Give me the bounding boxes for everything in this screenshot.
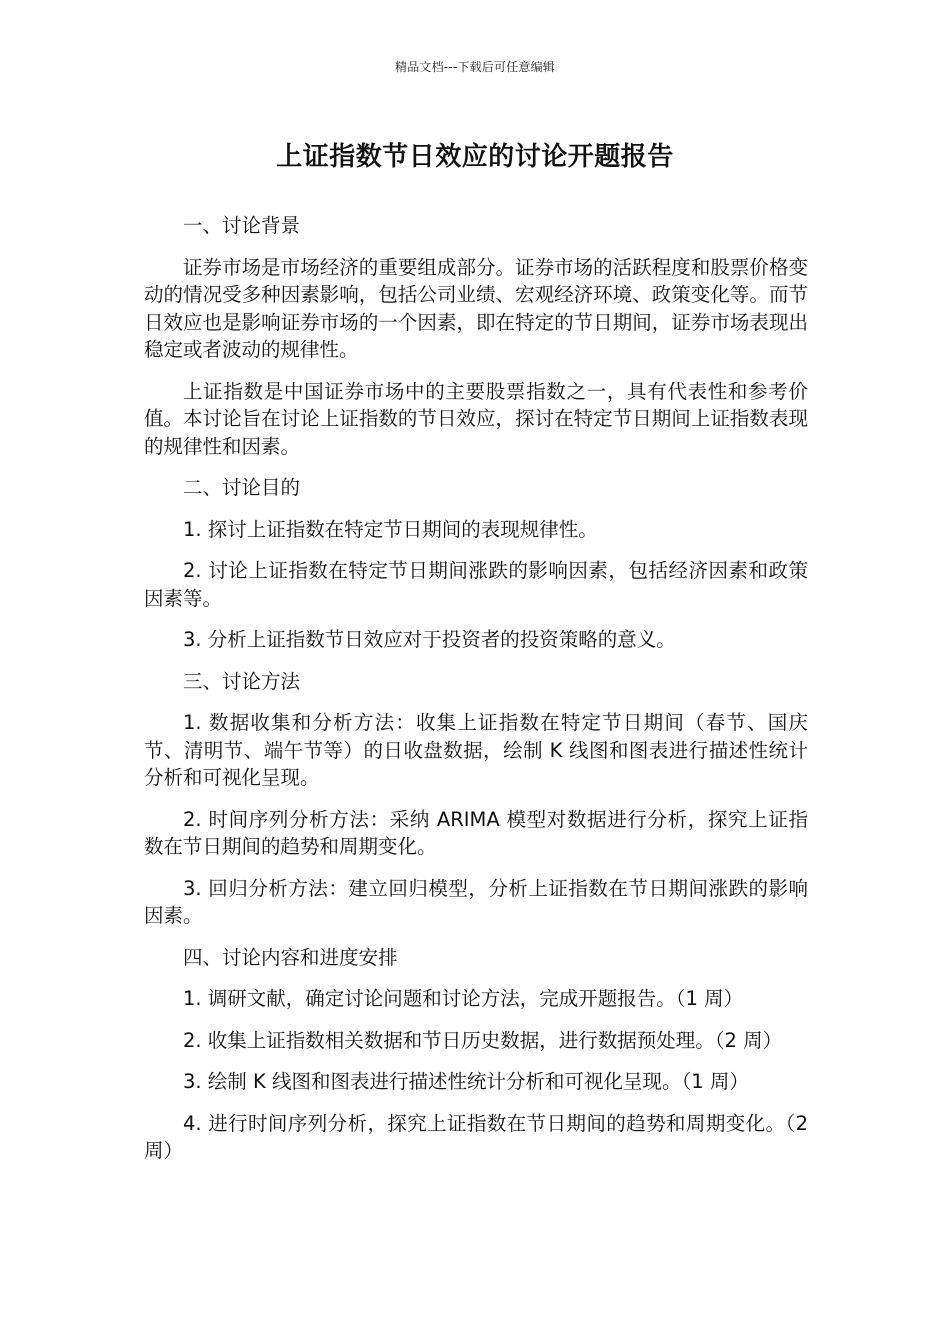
section-heading-method: 三、讨论方法 [183,669,301,693]
section-heading-schedule: 四、讨论内容和进度安排 [183,945,398,969]
list-item: 1. 探讨上证指数在特定节日期间的表现规律性。 [183,517,598,541]
list-item: 3. 回归分析方法：建立回归模型，分析上证指数在节日期间涨跌的影响因素。 [144,876,808,927]
list-item: 3. 绘制 K 线图和图表进行描述性统计分析和可视化呈现。（1 周） [183,1070,749,1093]
list-item: 2. 时间序列分析方法：采纳 ARIMA 模型对数据进行分析，探究上证指数在节日期间的趋势和周期变化。 [144,807,808,858]
paragraph: 证券市场是市场经济的重要组成部分。证券市场的活跃程度和股票价格变动的情况受多种因素影响，包括公司业绩、宏观经济环境、政策变化等。而节日效应也是影响证券市场的一个因素，即在特定的节日期间，证券市场表现出稳定或者波动的规律性。 [144,255,808,361]
document-title: 上证指数节日效应的讨论开题报告 [276,142,674,172]
section-heading-purpose: 二、讨论目的 [183,476,301,499]
list-item: 2. 收集上证指数相关数据和节日历史数据，进行数据预处理。（2 周） [183,1028,783,1052]
list-item: 2. 讨论上证指数在特定节日期间涨跌的影响因素，包括经济因素和政策因素等。 [144,559,808,610]
list-item: 1. 数据收集和分析方法：收集上证指数在特定节日期间（春节、国庆节、清明节、端午节等）的日收盘数据，绘制 K 线图和图表进行描述性统计分析和可视化呈现。 [144,711,808,789]
list-item: 1. 调研文献，确定讨论问题和讨论方法，完成开题报告。（1 周） [183,987,744,1010]
paragraph: 上证指数是中国证券市场中的主要股票指数之一，具有代表性和参考价值。本讨论旨在讨论上证指数的节日效应，探讨在特定节日期间上证指数表现的规律性和因素。 [144,379,808,458]
document-body [144,212,808,1179]
list-item: 4. 进行时间序列分析，探究上证指数在节日期间的趋势和周期变化。（2 周） [144,1111,808,1162]
header-note: 精品文档---下载后可任意编辑 [395,60,555,74]
section-heading-background: 一、讨论背景 [183,214,301,237]
list-item: 3. 分析上证指数节日效应对于投资者的投资策略的意义。 [183,628,676,651]
